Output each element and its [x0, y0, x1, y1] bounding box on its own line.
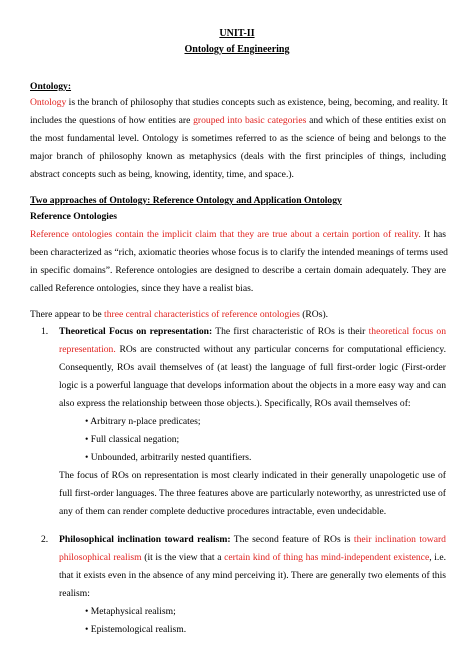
- approaches-heading: Two approaches of Ontology: Reference Ontology and Application Ontology: [30, 195, 342, 206]
- item-2-line-2: philosophical realism (it is the view that a certain kind of thing has mind-independent existence, i.e.: [59, 552, 446, 563]
- bullet-arbitrary-predicates: • Arbitrary n-place predicates;: [85, 416, 201, 427]
- item-1-line-4: logic is a powerful language that develops information about the objects in a more easy way and can: [59, 380, 446, 391]
- item-1-line-1: Theoretical Focus on representation: The first characteristic of ROs is their theoretical focus on: [59, 326, 447, 337]
- reference-paragraph-line-4: called Reference ontologies, since they have a realist bias.: [30, 283, 254, 294]
- item-2-number: 2.: [41, 534, 49, 545]
- reference-paragraph-line-1: Reference ontologies contain the implicit claim that they are true about a certain portion of reality. It has: [30, 229, 446, 240]
- item-1-line-5: also express the relationship between those objects.). Specifically, ROs avail themselves of:: [59, 398, 411, 409]
- bullet-nested-quantifiers: • Unbounded, arbitrarily nested quantifiers.: [85, 452, 252, 463]
- item-1-number: 1.: [41, 326, 49, 337]
- reference-ontologies-heading: Reference Ontologies: [30, 211, 117, 222]
- item-1-line-2: representation. ROs are constructed without any particular concerns for computational efficiency.: [59, 344, 446, 355]
- ontology-paragraph-line-3: the most fundamental level. Ontology is sometimes referred to as the science of being and belongs to the: [30, 133, 446, 144]
- ontology-paragraph-line-1: Ontology is the branch of philosophy that studies concepts such as existence, being, becoming, and reality. It: [30, 97, 448, 108]
- item-1-focus-line-2: full first-order languages. The three features above are particularly noteworthy, as unrestricted use of: [59, 488, 446, 499]
- ontology-heading: Ontology:: [30, 81, 72, 92]
- item-1-focus-line-3: any of them can render complete deductive procedures intractable, even undecidable.: [59, 506, 387, 517]
- ontology-paragraph-line-4: major branch of philosophy known as metaphysics (deals with the first principles of things, including: [30, 151, 446, 162]
- item-2-line-4: realism:: [59, 588, 90, 599]
- document-subtitle: Ontology of Engineering: [184, 44, 290, 55]
- ontology-paragraph-line-2: includes the questions of how entities are grouped into basic categories and which of these entities exist on: [30, 115, 446, 126]
- item-1-line-3: Consequently, ROs avail themselves of (at least) the language of full first-order logic (First-order: [59, 362, 446, 373]
- item-2-line-3: that it exists even in the absence of any mind perceiving it). There are generally two elements of this: [59, 570, 446, 581]
- ontology-paragraph-line-5: abstract concepts such as being, knowing, identity, time, and space.).: [30, 169, 294, 180]
- bullet-epistemological-realism: • Epistemological realism.: [85, 624, 187, 635]
- unit-title: UNIT-II: [219, 28, 255, 39]
- reference-paragraph-line-3: in specific domains”. Reference ontologies are designed to describe a certain domain adequately. They are: [30, 265, 446, 276]
- item-1-focus-line-1: The focus of ROs on representation is most clearly indicated in their generally unapologetic use of: [59, 470, 446, 481]
- bullet-classical-negation: • Full classical negation;: [85, 434, 180, 445]
- characteristics-intro: There appear to be three central characteristics of reference ontologies (ROs).: [30, 309, 329, 320]
- bullet-metaphysical-realism: • Metaphysical realism;: [85, 606, 176, 617]
- item-2-line-1: Philosophical inclination toward realism: The second feature of ROs is their inclination toward: [59, 534, 446, 545]
- reference-paragraph-line-2: been characterized as “rich, axiomatic theories whose focus is to clarify the intended meanings of terms used: [30, 247, 448, 258]
